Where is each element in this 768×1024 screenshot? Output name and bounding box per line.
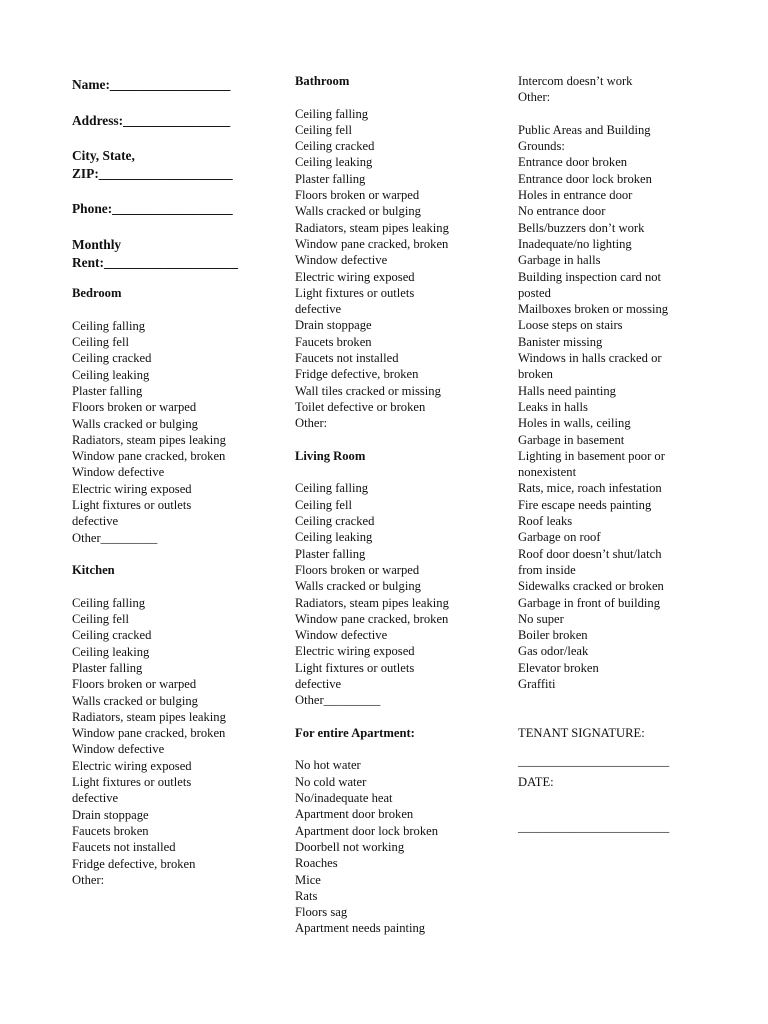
list-item: Ceiling fell: [72, 335, 130, 350]
list-item: Plaster falling: [72, 383, 143, 398]
list-item: Ceiling leaking: [72, 367, 150, 382]
list-item: Electric wiring exposed: [295, 644, 415, 659]
list-item: Garbage on roof: [518, 530, 601, 545]
list-item: No/inadequate heat: [295, 791, 393, 806]
list-item: Window pane cracked, broken: [295, 611, 449, 626]
list-item: Window defective: [295, 253, 388, 268]
tenant-signature-line[interactable]: ________________________: [518, 754, 670, 769]
list-item: Fridge defective, broken: [295, 367, 419, 382]
rent-field[interactable]: Rent:____________________: [72, 254, 238, 270]
list-item: Banister missing: [518, 334, 603, 349]
list-item: posted: [518, 285, 551, 300]
living-room-heading: Living Room: [295, 448, 366, 463]
list-item: Roof door doesn’t shut/latch: [518, 546, 662, 561]
list-item: Window pane cracked, broken: [72, 449, 226, 464]
list-item: Walls cracked or bulging: [295, 204, 421, 219]
list-item: Window pane cracked, broken: [72, 726, 226, 741]
list-item: Mailboxes broken or mossing: [518, 302, 669, 317]
list-item: Holes in entrance door: [518, 188, 633, 203]
list-item: Faucets not installed: [72, 840, 176, 855]
list-item[interactable]: Other_________: [295, 693, 381, 708]
list-item: defective: [72, 791, 119, 806]
list-item: Plaster falling: [295, 171, 366, 186]
bedroom-heading: Bedroom: [72, 286, 122, 301]
list-item: Boiler broken: [518, 628, 588, 643]
list-item: Doorbell not working: [295, 839, 405, 854]
list-item: Window defective: [295, 628, 388, 643]
list-item: Faucets not installed: [295, 351, 399, 366]
list-item: Wall tiles cracked or missing: [295, 383, 441, 398]
list-item: Rats: [295, 888, 318, 903]
list-item: Floors sag: [295, 905, 348, 920]
list-item: Fridge defective, broken: [72, 856, 196, 871]
list-item: Garbage in front of building: [518, 595, 660, 610]
list-item: defective: [72, 514, 119, 529]
phone-field[interactable]: Phone:__________________: [72, 201, 233, 217]
list-item: Radiators, steam pipes leaking: [72, 432, 226, 447]
list-item: Ceiling cracked: [295, 139, 375, 154]
list-item: Floors broken or warped: [295, 188, 420, 203]
list-item: defective: [295, 676, 342, 691]
city-state-label: City, State,: [72, 148, 135, 164]
list-item: Ceiling leaking: [295, 530, 373, 545]
living-room-list: [295, 480, 505, 708]
list-item: Entrance door lock broken: [518, 171, 652, 186]
list-item[interactable]: Other:: [295, 416, 328, 431]
list-item: Roof leaks: [518, 514, 573, 529]
list-item: Bells/buzzers don’t work: [518, 220, 645, 235]
list-item: Ceiling falling: [72, 595, 146, 610]
list-item: Light fixtures or outlets: [295, 285, 415, 300]
list-item: Ceiling leaking: [72, 644, 150, 659]
bedroom-list: [72, 318, 272, 546]
list-item: Ceiling fell: [295, 122, 353, 137]
list-item: Electric wiring exposed: [295, 269, 415, 284]
list-item: broken: [518, 367, 553, 382]
list-item[interactable]: Other_________: [72, 530, 158, 545]
list-item: Intercom doesn’t work: [518, 74, 633, 88]
tenant-signature-label: TENANT SIGNATURE:: [518, 725, 645, 740]
entire-apartment-list: [295, 757, 505, 936]
list-item: Ceiling cracked: [295, 514, 375, 529]
list-item: Ceiling falling: [72, 318, 146, 333]
list-item: Halls need painting: [518, 383, 616, 398]
list-item: Radiators, steam pipes leaking: [295, 595, 449, 610]
list-item: Radiators, steam pipes leaking: [72, 709, 226, 724]
list-item[interactable]: Other:: [518, 90, 551, 105]
column-1: [72, 73, 272, 888]
list-item: nonexistent: [518, 465, 577, 480]
address-field[interactable]: Address:________________: [72, 112, 231, 128]
list-item: Mice: [295, 872, 321, 887]
list-item: Elevator broken: [518, 660, 599, 675]
list-item: Inadequate/no lighting: [518, 236, 632, 251]
list-item: No cold water: [295, 774, 367, 789]
list-item: Walls cracked or bulging: [72, 416, 198, 431]
list-item: Window pane cracked, broken: [295, 236, 449, 251]
list-item: from inside: [518, 562, 576, 577]
date-label: DATE:: [518, 774, 554, 789]
list-item: Loose steps on stairs: [518, 318, 623, 333]
kitchen-list: [72, 595, 272, 888]
list-item: Window defective: [72, 742, 165, 757]
list-item[interactable]: Other:: [72, 872, 105, 887]
list-item: Ceiling fell: [72, 612, 130, 627]
name-field[interactable]: Name:__________________: [72, 77, 231, 92]
list-item: Faucets broken: [295, 334, 372, 349]
list-item: Light fixtures or outlets: [72, 498, 192, 513]
list-item: Building inspection card not: [518, 269, 662, 284]
date-line[interactable]: ________________________: [518, 819, 670, 834]
list-item: Window defective: [72, 465, 165, 480]
list-item: Gas odor/leak: [518, 644, 589, 659]
list-item: Entrance door broken: [518, 155, 628, 170]
list-item: Apartment door broken: [295, 807, 414, 822]
list-item: Floors broken or warped: [72, 677, 197, 692]
kitchen-heading: Kitchen: [72, 563, 115, 578]
list-item: Light fixtures or outlets: [72, 775, 192, 790]
list-item: Rats, mice, roach infestation: [518, 481, 662, 496]
list-item: Garbage in basement: [518, 432, 625, 447]
public-areas-heading-cont: Grounds:: [518, 139, 565, 154]
list-item: Ceiling cracked: [72, 351, 152, 366]
public-areas-list: [518, 154, 718, 692]
list-item: Electric wiring exposed: [72, 758, 192, 773]
list-item: Ceiling fell: [295, 497, 353, 512]
list-item: Windows in halls cracked or: [518, 351, 662, 366]
list-item: Graffiti: [518, 676, 556, 691]
list-item: Radiators, steam pipes leaking: [295, 220, 449, 235]
list-item: No entrance door: [518, 204, 606, 219]
list-item: Lighting in basement poor or: [518, 448, 665, 463]
list-item: defective: [295, 302, 342, 317]
bathroom-list: [295, 106, 505, 432]
list-item: Ceiling cracked: [72, 628, 152, 643]
list-item: Fire escape needs painting: [518, 497, 652, 512]
list-item: Plaster falling: [72, 660, 143, 675]
list-item: No hot water: [295, 758, 361, 773]
list-item: Ceiling leaking: [295, 155, 373, 170]
bathroom-heading: Bathroom: [295, 74, 350, 88]
list-item: No super: [518, 611, 564, 626]
column-3: [518, 73, 718, 835]
list-item: Sidewalks cracked or broken: [518, 579, 664, 594]
list-item: Roaches: [295, 856, 338, 871]
list-item: Walls cracked or bulging: [295, 579, 421, 594]
monthly-label: Monthly: [72, 236, 122, 252]
list-item: Leaks in halls: [518, 399, 588, 414]
zip-field[interactable]: ZIP:____________________: [72, 165, 233, 181]
intercom-list: [518, 73, 718, 106]
entire-apartment-heading: For entire Apartment:: [295, 725, 415, 740]
list-item: Drain stoppage: [72, 807, 149, 822]
list-item: Garbage in halls: [518, 253, 601, 268]
list-item: Plaster falling: [295, 546, 366, 561]
list-item: Floors broken or warped: [295, 562, 420, 577]
list-item: Light fixtures or outlets: [295, 660, 415, 675]
list-item: Ceiling falling: [295, 481, 369, 496]
list-item: Toilet defective or broken: [295, 399, 426, 414]
personal-info-section: [72, 76, 272, 271]
list-item: Walls cracked or bulging: [72, 693, 198, 708]
list-item: Apartment door lock broken: [295, 823, 439, 838]
list-item: Faucets broken: [72, 823, 149, 838]
list-item: Floors broken or warped: [72, 400, 197, 415]
list-item: Apartment needs painting: [295, 921, 426, 936]
list-item: Drain stoppage: [295, 318, 372, 333]
public-areas-heading: Public Areas and Building: [518, 122, 651, 137]
list-item: Ceiling falling: [295, 106, 369, 121]
list-item: Holes in walls, ceiling: [518, 416, 631, 431]
list-item: Electric wiring exposed: [72, 481, 192, 496]
column-2: [295, 73, 505, 937]
